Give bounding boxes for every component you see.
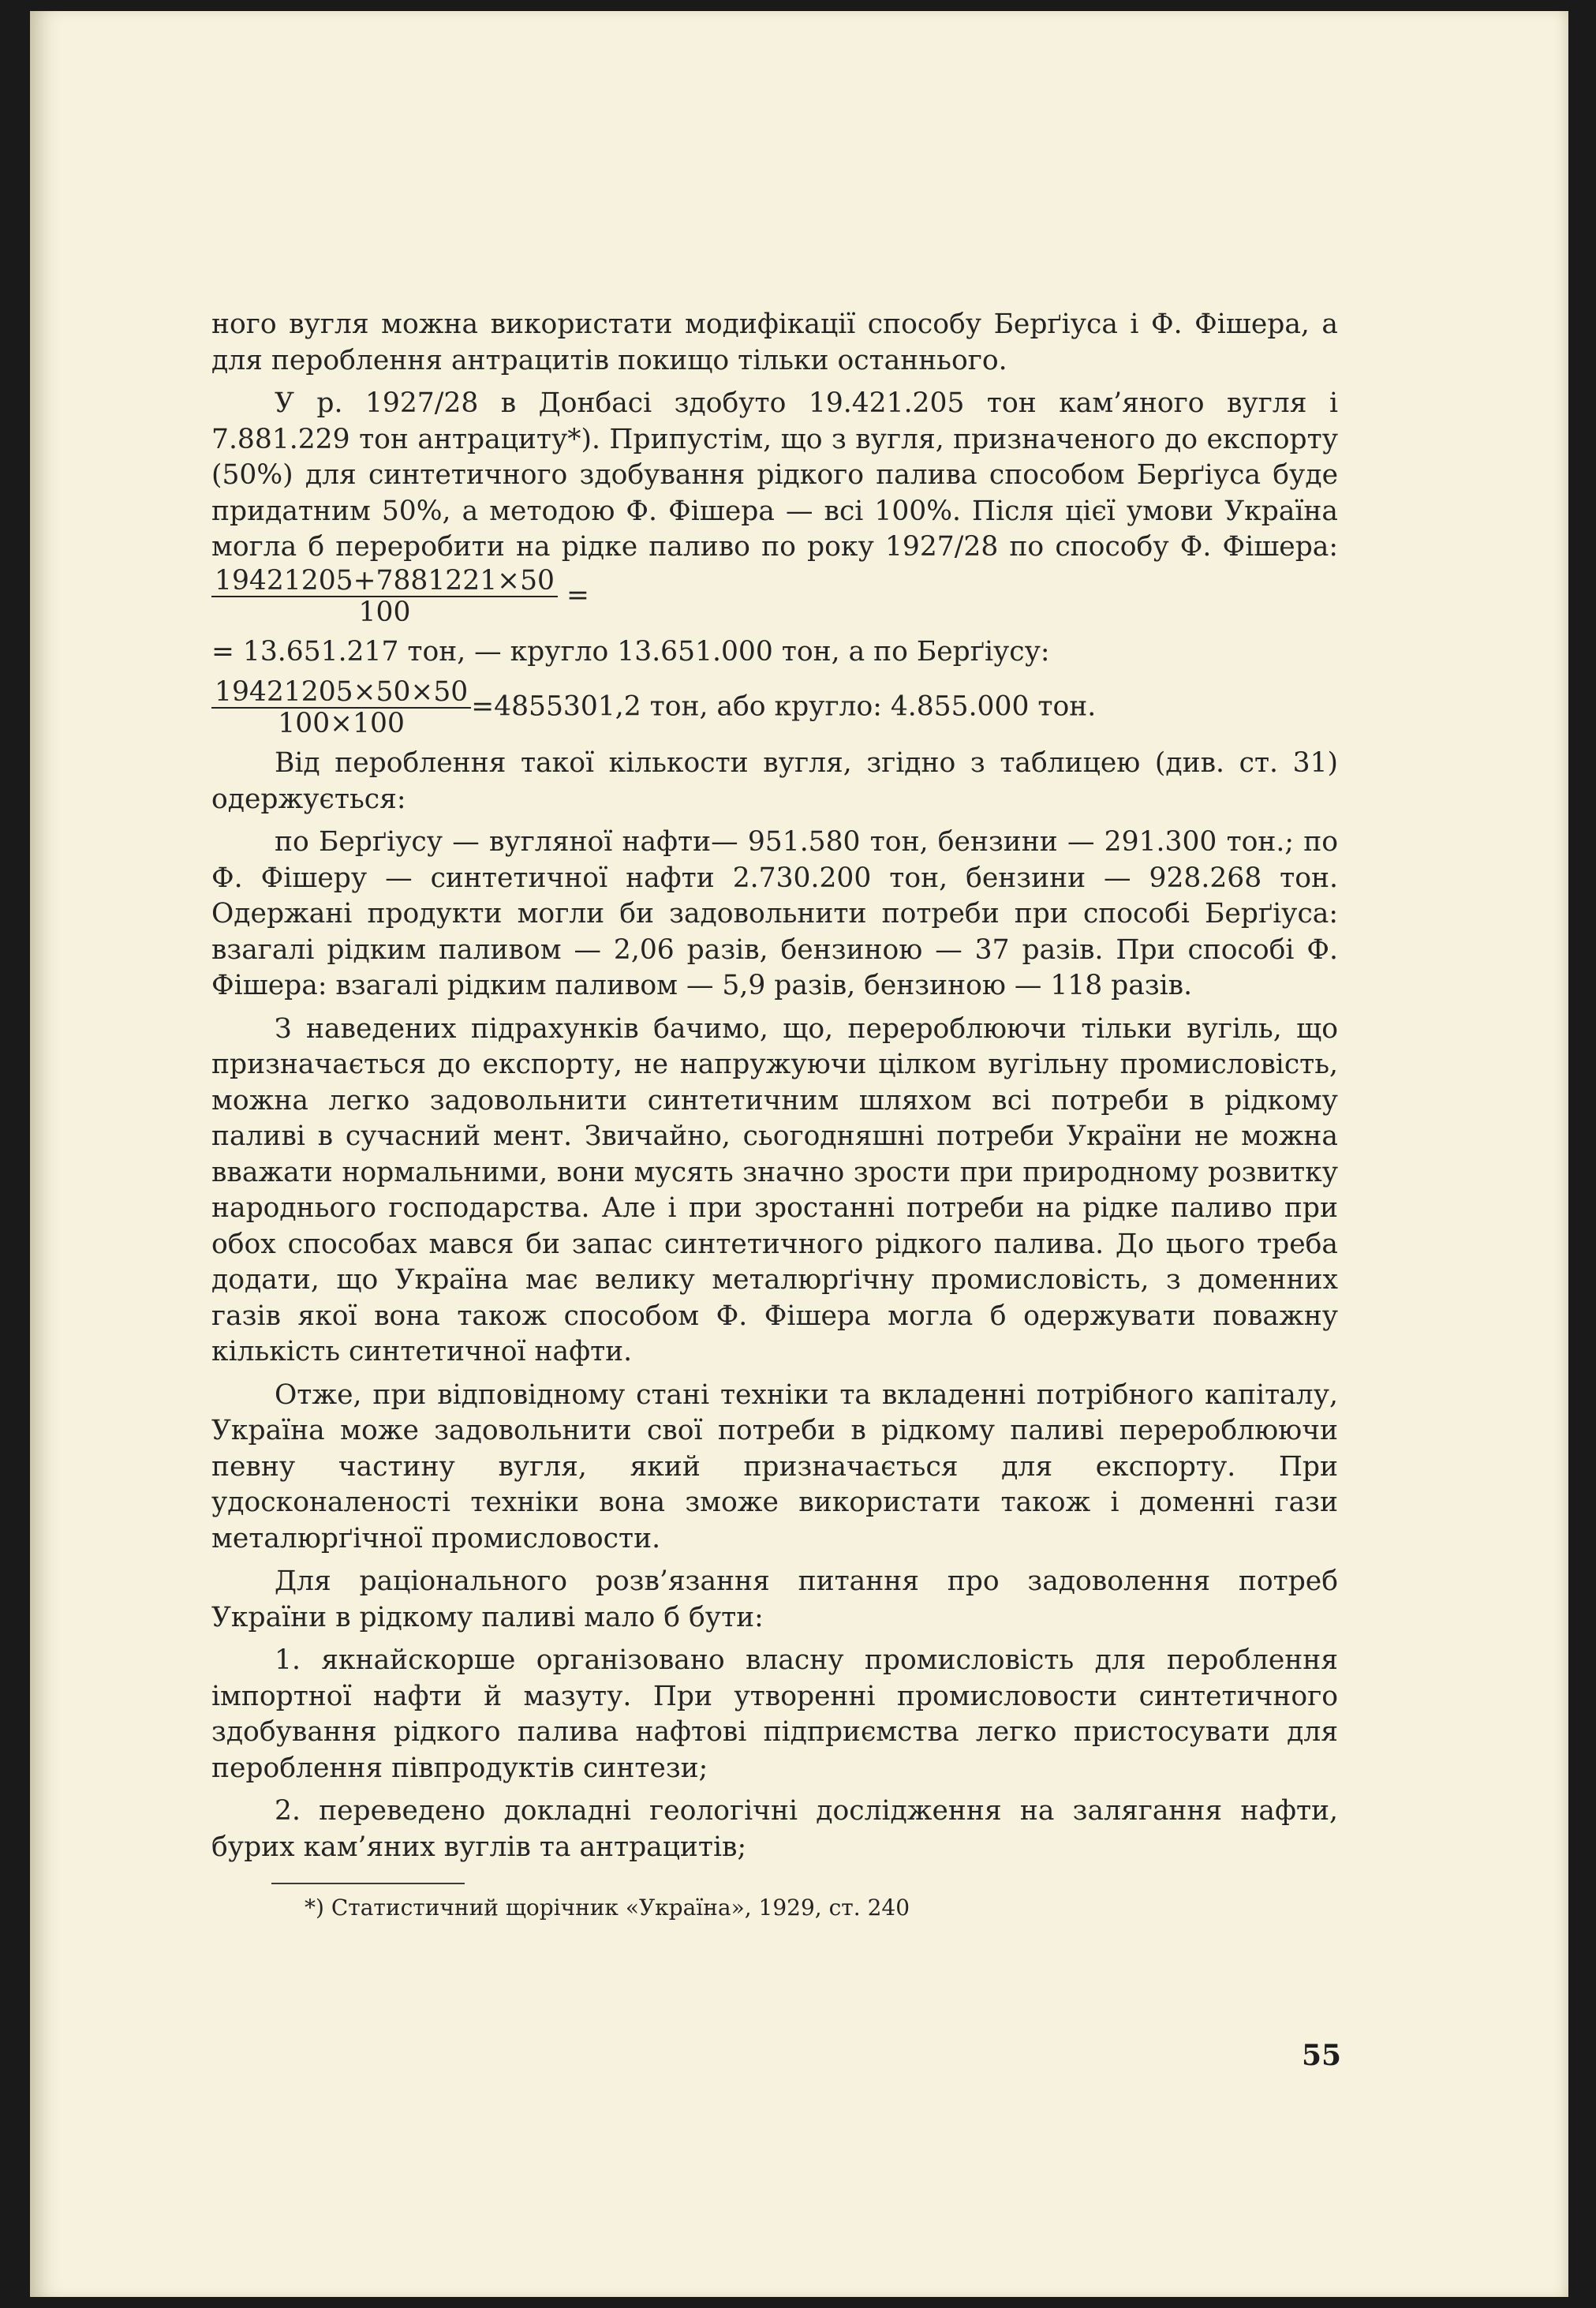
bergius-result: =4855301,2 тон, або кругло: 4.855.000 тон. [471,690,1097,723]
body-text [211,307,1338,1929]
list-item-1: 1. якнайскорше організовано власну промисловість для пероблення імпортної нафти й мазуту. При утворенні промисловости синтетичного здобування рідкого палива нафтові підприємства легко пристосувати для пероблення півпродуктів синтези; [211,1644,1338,1784]
paragraph-3: Від пероблення такої кількости вугля, згідно з таблицею (див. ст. 31) одержується: [211,747,1338,815]
paragraph-1: ного вугля можна використати модифікації способу Берґіуса і Ф. Фішера, а для пероблення антрацитів покищо тільки останнього. [211,309,1338,376]
fraction-fischer-denominator: 100 [358,596,411,628]
footnote: *) Статистичний щорічник «Україна», 1929, ст. 240 [305,1895,910,1921]
paragraph-2 [211,386,1338,627]
fraction-bergius-denominator: 100×100 [278,708,405,739]
paragraph-6: Отже, при відповідному стані техніки та вкладенні потрібного капіталу, Україна може задовольнити свої потреби в рідкому паливі перероблюючи певну частину вугля, який призначається для експорту. При удосконаленості техніки вона зможе використати також і доменні гази металюрґічної промисловости. [211,1378,1338,1554]
paragraph-2-bergius [211,677,1338,739]
paragraph-4: по Берґіусу — вугляної нафти— 951.580 тон, бензини — 291.300 тон.; по Ф. Фішеру — синтетичної нафти 2.730.200 тон, бензини — 928.268 тон. Одержані продукти могли би задовольнити потреби при способі Берґіуса: взагалі рідким паливом — 2,06 разів, бензиною — 37 разів. При способі Ф. Фішера: взагалі рідким паливом — 5,9 разів, бензиною — 118 разів. [211,826,1338,1001]
fraction-bergius-numerator: 19421205×50×50 [211,677,471,709]
fraction-fischer-numerator: 19421205+7881221×50 [211,566,558,597]
fraction-fischer [211,566,558,627]
page-number: 55 [1302,2039,1342,2072]
paragraph-2-result: = 13.651.217 тон, — кругло 13.651.000 тон, а по Берґіусу: [211,635,1050,668]
footnote-divider [271,1883,465,1884]
paragraph-5: З наведених підрахунків бачимо, що, перероблюючи тільки вугіль, що призначається до експорту, не напружуючи цілком вугільну промисловість, можна легко задовольнити синтетичним шляхом всі потреби в рідкому паливі в сучасний мент. Звичайно, сьогодняшні потреби України не можна вважати нормальними, вони мусять значно зрости при природному розвитку народнього господарства. Але і при зростанні потреби на рідке паливо при обох способах мався би запас синтетичного рідкого палива. До цього треба додати, що Україна має велику металюрґічну промисловість, з доменних газів якої вона також способом Ф. Фішера могла б одержувати поважну кількість синтетичної нафти. [211,1012,1338,1367]
paragraph-7: Для раціонального розв’язання питання про задоволення потреб України в рідкому паливі мало б бути: [211,1565,1338,1633]
equals-sign: = [566,579,589,611]
book-page [30,11,1568,2297]
fraction-bergius [211,677,471,739]
paragraph-2-text: У р. 1927/28 в Донбасі здобуто 19.421.205 тон кам’яного вугля і 7.881.229 тон антрациту*). Припустім, що з вугля, призначеного до експорту (50%) для синтетичного здобування рідкого палива способом Берґіуса буде придатним 50%, а методою Ф. Фішера — всі 100%. Після цієї умови Україна могла б переробити на рідке паливо по року 1927/28 по способу Ф. Фішера: [211,387,1338,563]
list-item-2: 2. переведено докладні геологічні дослідження на залягання нафти, бурих кам’яних вуглів та антрацитів; [211,1795,1338,1863]
